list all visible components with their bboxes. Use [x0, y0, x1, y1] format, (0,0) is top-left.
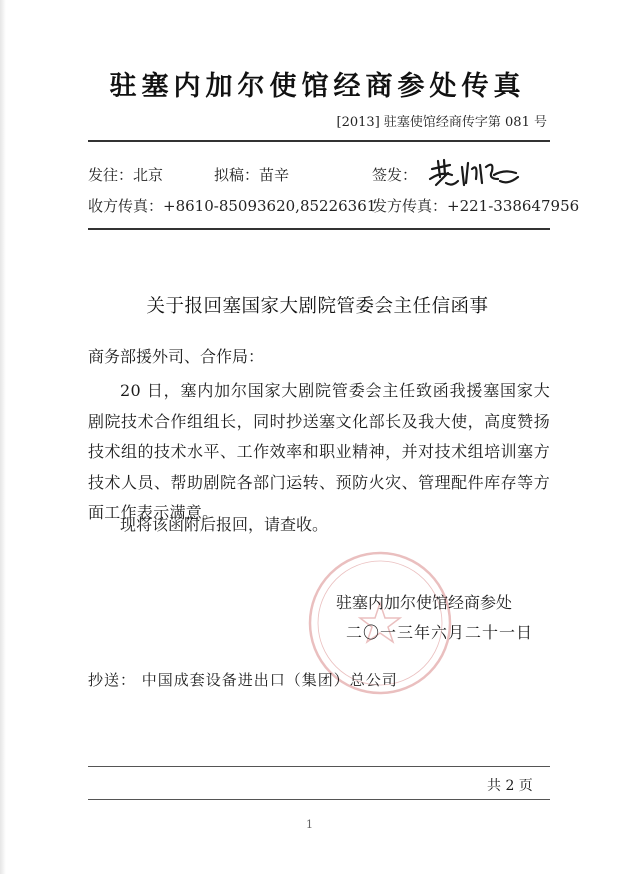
document-number: [2013] 驻塞使馆经商传字第 081 号: [336, 115, 547, 130]
receiver-fax-field: [88, 195, 376, 216]
drafter-label: 拟稿：: [214, 166, 260, 184]
meta-divider: [88, 228, 550, 230]
page-count: 共 2 页: [487, 778, 533, 794]
receiver-fax-label: 收方传真：: [88, 197, 164, 215]
handwritten-signature: [428, 157, 523, 191]
addressee: 商务部援外司、合作局：: [88, 347, 265, 366]
from-value: 北京: [133, 166, 164, 184]
signer-label: 签发：: [372, 166, 418, 184]
sender-fax-label: 发方传真：: [372, 197, 448, 215]
date-line: 二〇一三年六月二十一日: [346, 623, 534, 642]
from-label: 发往：: [88, 166, 134, 184]
sender-fax-field: [372, 195, 579, 216]
subject-heading: 关于报回塞国家大剧院管委会主任信函事: [146, 296, 489, 317]
footer-divider-top: [88, 766, 550, 767]
footer-divider-bottom: [88, 799, 550, 800]
sender-fax-value: +221-338647956: [447, 197, 580, 215]
sender-signature-line: 驻塞内加尔使馆经商参处: [336, 593, 513, 612]
drafter-field: [214, 164, 289, 185]
body-paragraph-closing: 现将该函附后报回，请查收。: [120, 515, 329, 534]
fax-header-title: 驻塞内加尔使馆经商参处传真: [109, 71, 526, 102]
header-divider: [88, 140, 550, 142]
cc-line: 抄送： 中国成套设备进出口（集团）总公司: [88, 671, 398, 689]
drafter-value: 苗辛: [259, 166, 290, 184]
receiver-fax-value: +8610-85093620,85226361: [163, 197, 377, 215]
body-paragraph: 20 日，塞内加尔国家大剧院管委会主任致函我援塞国家大剧院技术合作组组长，同时抄送塞文化部长及我大使，高度赞扬技术组的技术水平、工作效率和职业精神，并对技术组培训塞方技术人员、帮助剧院各部门运转、预防火灾、管理配件库存等方面工作表示满意。: [88, 381, 550, 522]
from-field: [88, 164, 163, 185]
signer-field: [372, 164, 417, 185]
page-number-mark: 1: [306, 818, 313, 831]
